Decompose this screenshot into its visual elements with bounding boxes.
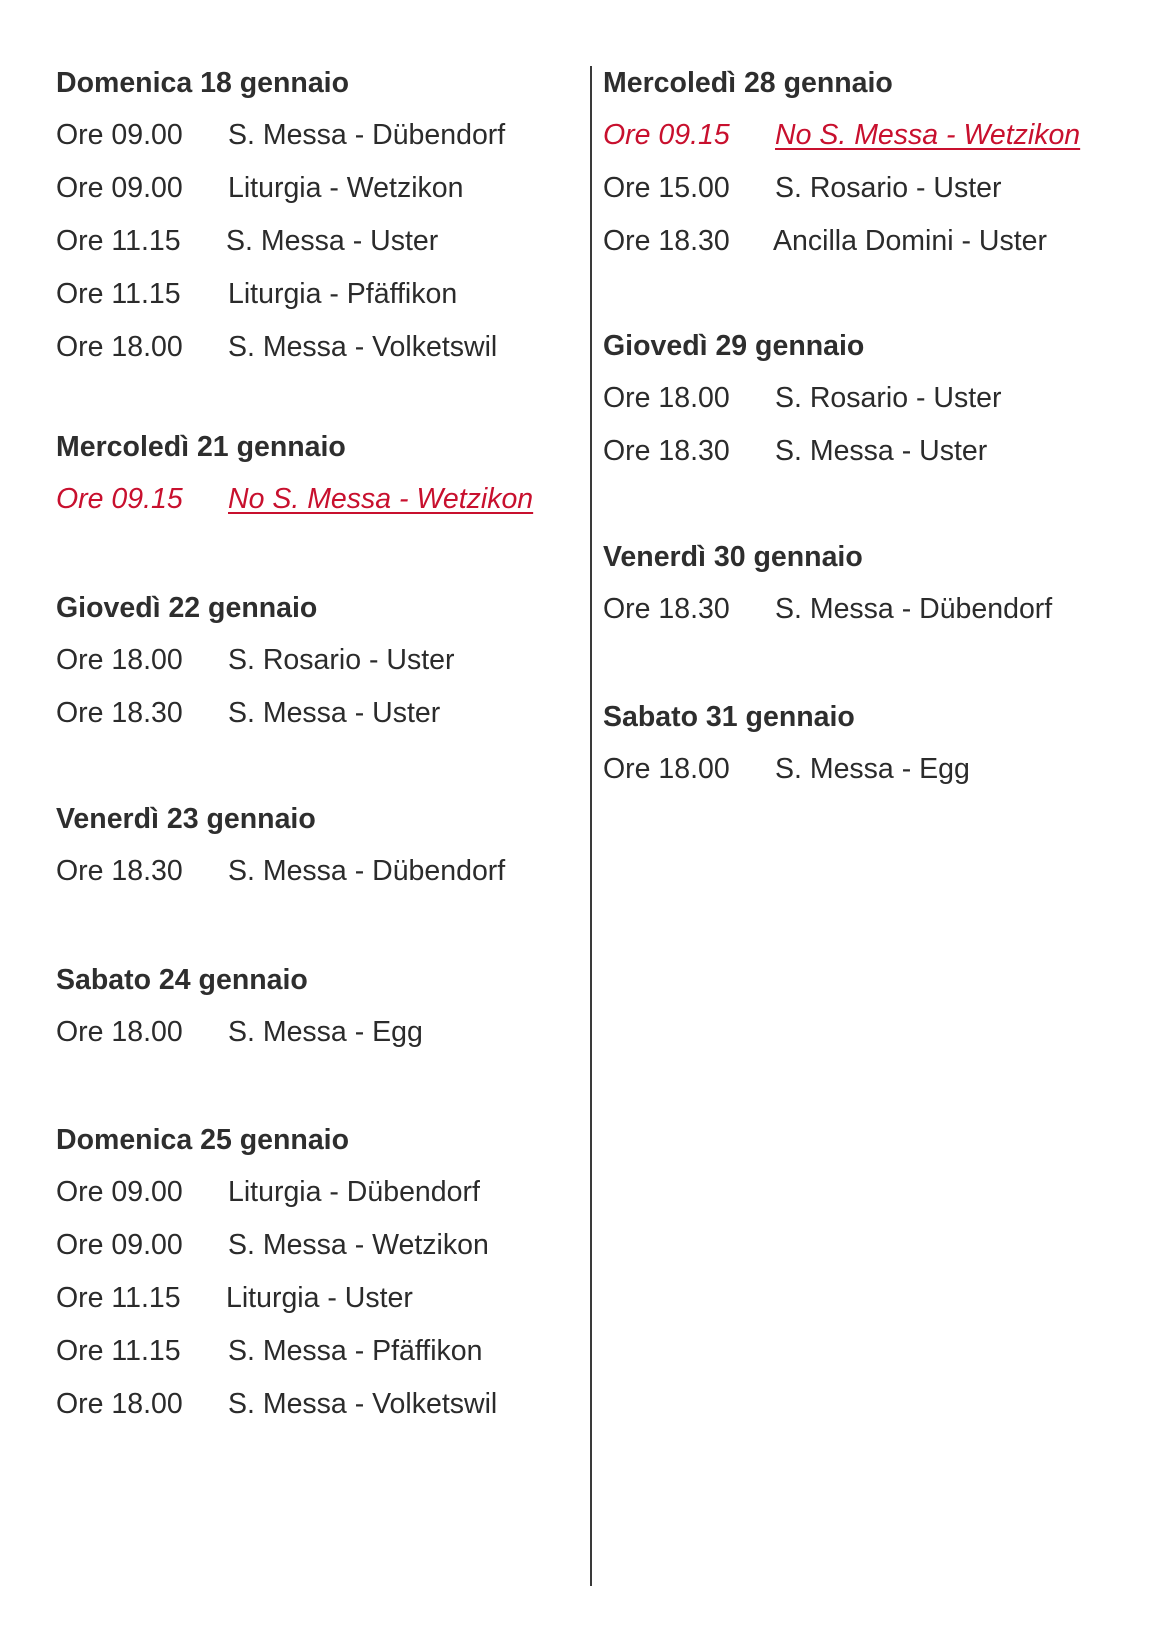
event-row: [56, 995, 576, 1048]
event-row: [56, 98, 576, 151]
day-section: [56, 432, 576, 515]
event-time: Ore 18.00: [56, 1016, 183, 1048]
event-row: [56, 1155, 576, 1208]
column-divider: [590, 66, 592, 1586]
event-row: [56, 257, 576, 310]
event-time: Ore 18.00: [56, 1388, 183, 1420]
event-description: S. Messa - Volketswil: [228, 1388, 498, 1420]
event-row: [56, 1367, 576, 1420]
event-row: [56, 676, 576, 729]
day-heading: Venerdì 23 gennaio: [56, 803, 316, 835]
event-description: Ancilla Domini - Uster: [773, 225, 1047, 257]
event-time: Ore 18.00: [56, 644, 183, 676]
day-section: [603, 702, 1143, 785]
event-time: Ore 09.00: [56, 1229, 183, 1261]
event-row: [603, 361, 1143, 414]
event-time: Ore 18.30: [603, 225, 730, 257]
event-row: [603, 414, 1143, 467]
event-description: S. Messa - Wetzikon: [228, 1229, 489, 1261]
event-description: S. Rosario - Uster: [775, 172, 1002, 204]
event-description: S. Messa - Egg: [775, 753, 970, 785]
event-row: [56, 1314, 576, 1367]
event-row: [56, 151, 576, 204]
event-time: Ore 09.00: [56, 1176, 183, 1208]
cancelled-event-row: [56, 462, 576, 515]
event-time: Ore 11.15: [56, 225, 181, 257]
event-time: Ore 11.15: [56, 278, 181, 310]
day-section: [56, 965, 576, 1048]
day-heading: Domenica 18 gennaio: [56, 67, 350, 99]
event-time: Ore 18.30: [56, 697, 183, 729]
day-section: [603, 542, 1143, 625]
day-heading: Domenica 25 gennaio: [56, 1124, 350, 1156]
event-time: Ore 11.15: [56, 1335, 181, 1367]
event-description: S. Rosario - Uster: [775, 382, 1002, 414]
event-description: S. Messa - Uster: [775, 435, 988, 467]
event-time: Ore 09.00: [56, 119, 183, 151]
day-heading: Giovedì 29 gennaio: [603, 330, 865, 362]
day-section: [56, 1125, 576, 1420]
day-heading: Venerdì 30 gennaio: [603, 541, 863, 573]
event-description: S. Rosario - Uster: [228, 644, 455, 676]
event-row: [56, 1208, 576, 1261]
day-heading: Sabato 31 gennaio: [603, 701, 855, 733]
event-row: [603, 151, 1143, 204]
event-description: Liturgia - Wetzikon: [228, 172, 464, 204]
event-description: S. Messa - Uster: [228, 697, 441, 729]
event-time: Ore 18.30: [603, 435, 730, 467]
event-row: [56, 834, 576, 887]
day-heading: Giovedì 22 gennaio: [56, 592, 318, 624]
event-description: Liturgia - Dübendorf: [228, 1176, 480, 1208]
event-row: [56, 623, 576, 676]
event-row: [603, 732, 1143, 785]
event-description: S. Messa - Egg: [228, 1016, 423, 1048]
event-description: Liturgia - Pfäffikon: [228, 278, 458, 310]
day-heading: Mercoledì 21 gennaio: [56, 431, 346, 463]
event-row: [56, 1261, 576, 1314]
event-description: S. Messa - Pfäffikon: [228, 1335, 483, 1367]
day-section: [603, 331, 1143, 467]
event-description: No S. Messa - Wetzikon: [228, 483, 534, 515]
event-time: Ore 15.00: [603, 172, 730, 204]
day-heading: Sabato 24 gennaio: [56, 964, 308, 996]
event-time: Ore 18.00: [56, 331, 183, 363]
event-time: Ore 18.30: [56, 855, 183, 887]
event-time: Ore 11.15: [56, 1282, 181, 1314]
event-time: Ore 18.00: [603, 382, 730, 414]
day-section: [56, 593, 576, 729]
event-time: Ore 18.30: [603, 593, 730, 625]
event-time: Ore 18.00: [603, 753, 730, 785]
event-row: [56, 204, 576, 257]
event-description: S. Messa - Dübendorf: [228, 855, 506, 887]
event-description: No S. Messa - Wetzikon: [775, 119, 1081, 151]
event-time: Ore 09.15: [56, 483, 183, 515]
event-description: S. Messa - Volketswil: [228, 331, 498, 363]
event-time: Ore 09.15: [603, 119, 730, 151]
cancelled-event-row: [603, 98, 1143, 151]
day-heading: Mercoledì 28 gennaio: [603, 67, 893, 99]
event-time: Ore 09.00: [56, 172, 183, 204]
event-description: S. Messa - Dübendorf: [228, 119, 506, 151]
event-row: [56, 310, 576, 363]
day-section: [56, 804, 576, 887]
event-description: Liturgia - Uster: [226, 1282, 413, 1314]
event-description: S. Messa - Uster: [226, 225, 439, 257]
event-description: S. Messa - Dübendorf: [775, 593, 1053, 625]
event-row: [603, 204, 1143, 257]
day-section: [56, 68, 576, 363]
event-row: [603, 572, 1143, 625]
day-section: [603, 68, 1143, 257]
